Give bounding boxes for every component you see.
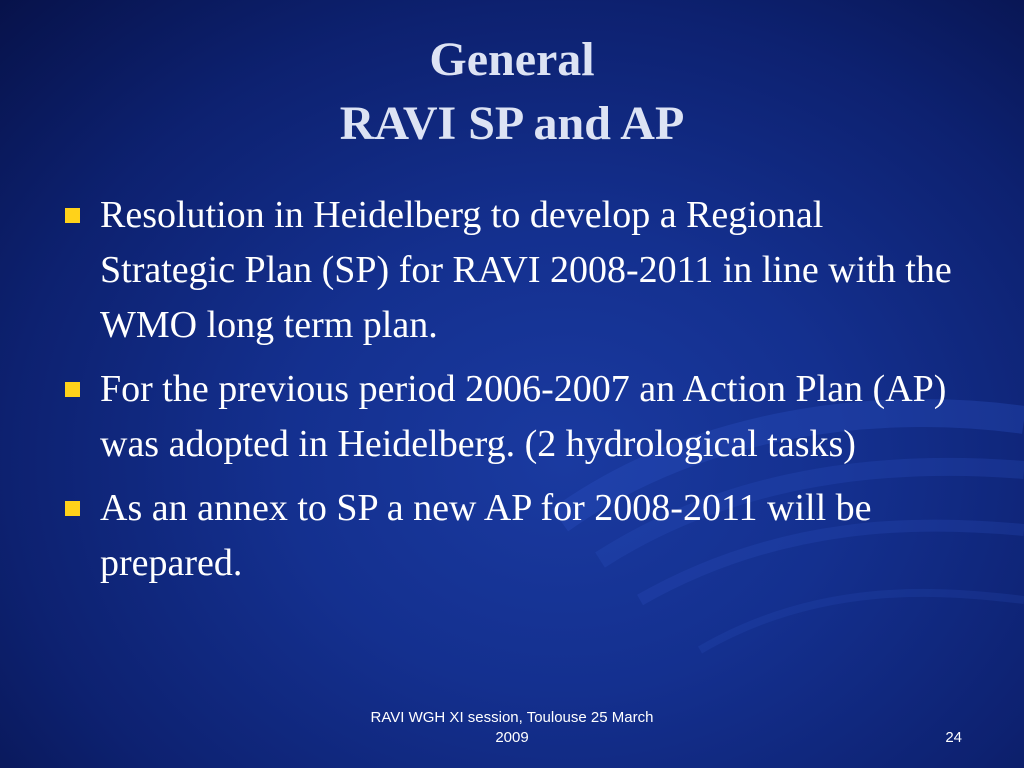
- yellow-square-bullet-icon: [65, 382, 80, 397]
- bullet-item: [62, 362, 962, 472]
- bullet-text: Resolution in Heidelberg to develop a Regional Strategic Plan (SP) for RAVI 2008-2011 in line with the WMO long term plan.: [100, 194, 952, 346]
- bullet-item: [62, 188, 962, 353]
- yellow-square-bullet-icon: [65, 501, 80, 516]
- bullet-text: As an annex to SP a new AP for 2008-2011 will be prepared.: [100, 487, 872, 584]
- slide-title: [0, 28, 1024, 156]
- footer-text: RAVI WGH XI session, Toulouse 25 March 2009: [370, 709, 654, 746]
- title-line-2: RAVI SP and AP: [339, 97, 685, 150]
- bullet-item: [62, 481, 962, 591]
- bullet-text: For the previous period 2006-2007 an Action Plan (AP) was adopted in Heidelberg. (2 hydrological tasks): [100, 368, 947, 465]
- yellow-square-bullet-icon: [65, 208, 80, 223]
- bullet-list: [62, 188, 962, 600]
- page-number: 24: [945, 729, 962, 746]
- title-line-1: General: [429, 33, 595, 86]
